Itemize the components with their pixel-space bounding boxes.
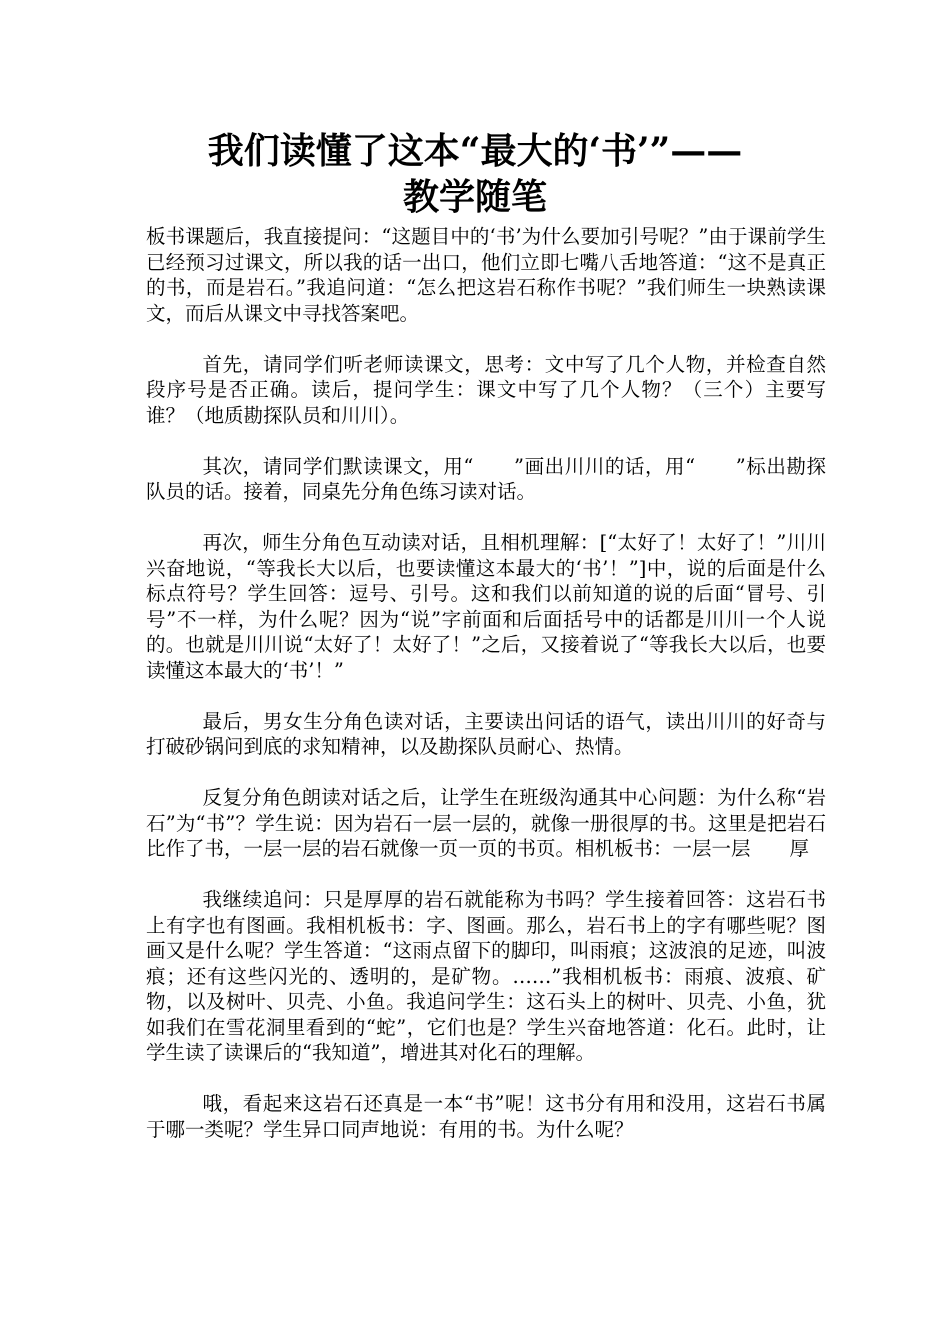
paragraph-5: 最后，男女生分角色读对话，主要读出问话的语气，读出川川的好奇与打破砂锅问到底的求知精神，以及勘探队员耐心、热情。 xyxy=(146,709,826,758)
paragraph-8: 哦，看起来这岩石还真是一本“书”呢！这书分有用和没用，这岩石书属于哪一类呢？学生异口同声地说：有用的书。为什么呢？ xyxy=(146,1092,826,1141)
paragraph-2: 首先，请同学们听老师读课文，思考：文中写了几个人物，并检查自然段序号是否正确。读后，提问学生：课文中写了几个人物？（三个）主要写谁？（地质勘探队员和川川）。 xyxy=(146,352,826,427)
paragraph-1: 板书课题后，我直接提问：“这题目中的‘书’为什么要加引号呢？”由于课前学生已经预习过课文，所以我的话一出口，他们立即七嘴八舌地答道：“这不是真正的书，而是岩石。”我追问道：“怎么把这岩石称作书呢？”我们师生一块熟读课文，而后从课文中寻找答案吧。 xyxy=(146,225,826,325)
paragraph-3: 其次，请同学们默读课文，用“ ”画出川川的话，用“ ”标出勘探队员的话。接着，同桌先分角色练习读对话。 xyxy=(146,454,826,503)
document-title xyxy=(100,128,850,220)
title-line-1: 我们读懂了这本“最大的‘书’”—— xyxy=(207,130,743,172)
title-line-2: 教学随笔 xyxy=(402,176,547,218)
paragraph-7: 我继续追问：只是厚厚的岩石就能称为书吗？学生接着回答：这岩石书上有字也有图画。我相机板书：字、图画。那么，岩石书上的字有哪些呢？图画又是什么呢？学生答道：“这雨点留下的脚印，叫雨痕；这波浪的足迹，叫波痕；还有这些闪光的、透明的，是矿物。……”我相机板书：雨痕、波痕、矿物，以及树叶、贝壳、小鱼。我追问学生：这石头上的树叶、贝壳、小鱼，犹如我们在雪花洞里看到的“蛇”，它们也是？学生兴奋地答道：化石。此时，让学生读了读课后的“我知道”，增进其对化石的理解。 xyxy=(146,888,826,1064)
paragraph-4: 再次，师生分角色互动读对话，且相机理解：[“太好了！太好了！”川川兴奋地说，“等我长大以后，也要读懂这本最大的‘书’！”]中，说的后面是什么标点符号？学生回答：逗号、引号。这和我们以前知道的说的后面“冒号、引号”不一样，为什么呢？因为“说”字前面和后面括号中的话都是川川一个人说的。也就是川川说“太好了！太好了！”之后，又接着说了“等我长大以后，也要读懂这本最大的‘书’！” xyxy=(146,531,826,682)
document-body xyxy=(146,224,826,1168)
paragraph-6: 反复分角色朗读对话之后，让学生在班级沟通其中心问题：为什么称“岩石”为“书”？学生说：因为岩石一层一层的，就像一册很厚的书。这里是把岩石比作了书，一层一层的岩石就像一页一页的书页。相机板书：一层一层 厚 xyxy=(146,786,826,860)
